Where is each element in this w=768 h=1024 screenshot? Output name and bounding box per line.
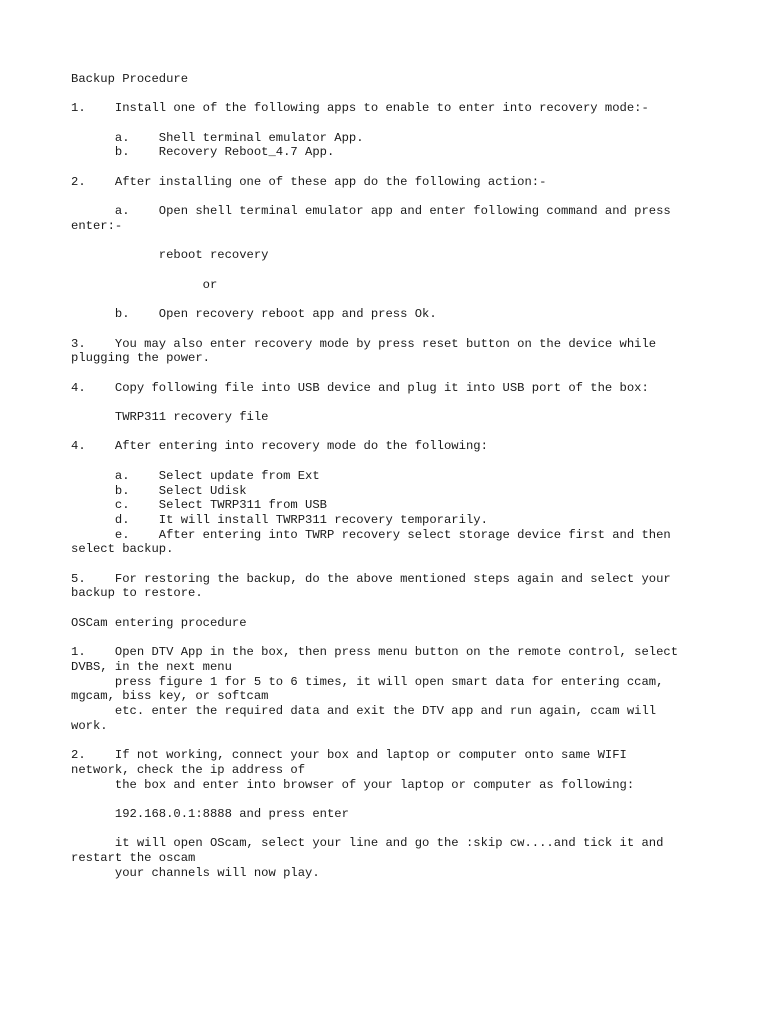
step-4-copy-file: 4. Copy following file into USB device and plug it into USB port of the box:	[71, 380, 649, 395]
substep-c-select-twrp: c. Select TWRP311 from USB	[71, 498, 327, 513]
blank-line	[71, 822, 731, 837]
oscam-step-2-channels-play: your channels will now play.	[71, 865, 320, 880]
step-1-install-apps: 1. Install one of the following apps to enable to enter into recovery mode:-	[71, 101, 649, 116]
substep-a-open-shell: a. Open shell terminal emulator app and enter following command and press	[71, 204, 671, 219]
oscam-step-1-continued: mgcam, biss key, or softcam	[71, 689, 269, 704]
blank-line	[71, 733, 731, 748]
substep-a-shell-app: a. Shell terminal emulator App.	[71, 130, 364, 145]
step-3-continued: plugging the power.	[71, 351, 210, 366]
blank-line	[71, 454, 731, 469]
blank-line	[71, 190, 731, 205]
blank-line	[71, 160, 731, 175]
or-separator: or	[71, 277, 218, 292]
substep-b-recovery-app: b. Recovery Reboot_4.7 App.	[71, 145, 335, 160]
blank-line	[71, 395, 731, 410]
blank-line	[71, 792, 731, 807]
blank-line	[71, 631, 731, 646]
substep-b-open-reboot-app: b. Open recovery reboot app and press Ok.	[71, 307, 437, 322]
oscam-address: 192.168.0.1:8888 and press enter	[71, 806, 349, 821]
blank-line	[71, 601, 731, 616]
section-title-oscam: OSCam entering procedure	[71, 615, 247, 630]
oscam-step-2-open-oscam: it will open OScam, select your line and go the :skip cw....and tick it and	[71, 836, 664, 851]
blank-line	[71, 366, 731, 381]
blank-line	[71, 425, 731, 440]
oscam-step-1-continued: DVBS, in the next menu	[71, 659, 232, 674]
substep-e-continued: select backup.	[71, 542, 174, 557]
substep-a-update-ext: a. Select update from Ext	[71, 468, 320, 483]
substep-b-select-udisk: b. Select Udisk	[71, 483, 247, 498]
oscam-step-1-enter-data: etc. enter the required data and exit the DTV app and run again, ccam will	[71, 704, 657, 718]
document-title: Backup Procedure	[71, 72, 189, 86]
blank-line	[71, 263, 731, 278]
blank-line	[71, 322, 731, 337]
step-2-after-installing: 2. After installing one of these app do the following action:-	[71, 174, 547, 189]
blank-line	[71, 116, 731, 131]
command-reboot-recovery: reboot recovery	[71, 248, 269, 263]
step-5-continued: backup to restore.	[71, 586, 203, 601]
substep-d-install-twrp: d. It will install TWRP311 recovery temporarily.	[71, 512, 488, 527]
oscam-step-1-continued: work.	[71, 718, 108, 733]
oscam-step-2: 2. If not working, connect your box and laptop or computer onto same WIFI	[71, 748, 627, 763]
document-body	[71, 72, 731, 880]
blank-line	[71, 234, 731, 249]
blank-line	[71, 292, 731, 307]
oscam-step-2-continued: network, check the ip address of	[71, 762, 306, 777]
substep-e-select-storage: e. After entering into TWRP recovery select storage device first and then	[71, 527, 671, 542]
oscam-step-2-continued: restart the oscam	[71, 850, 196, 865]
blank-line	[71, 557, 731, 572]
oscam-step-2-browser: the box and enter into browser of your laptop or computer as following:	[71, 777, 635, 792]
blank-line	[71, 87, 731, 102]
oscam-step-1: 1. Open DTV App in the box, then press menu button on the remote control, select	[71, 645, 679, 660]
step-4-recovery-mode: 4. After entering into recovery mode do the following:	[71, 439, 488, 454]
step-3-reset-button: 3. You may also enter recovery mode by press reset button on the device while	[71, 336, 657, 351]
oscam-step-1-press-figure: press figure 1 for 5 to 6 times, it will open smart data for entering ccam,	[71, 674, 664, 689]
recovery-file-name: TWRP311 recovery file	[71, 410, 269, 425]
step-5-restore: 5. For restoring the backup, do the above mentioned steps again and select your	[71, 571, 671, 586]
substep-a-continued: enter:-	[71, 218, 123, 233]
